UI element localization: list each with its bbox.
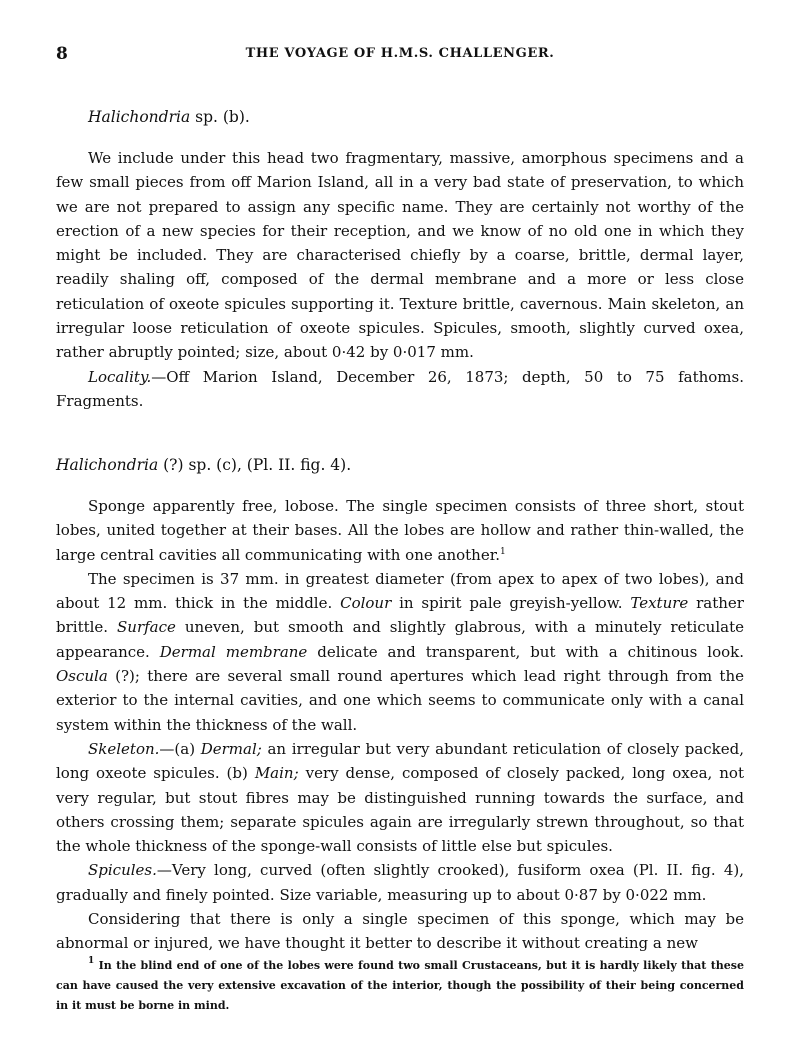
text-run: an irregular but very abundant reticulation of closely packed, long oxeote spicules. (b) [56,739,744,783]
section-heading-b [88,108,250,126]
footnote-reference: 1 [500,546,506,557]
oscula-label: Oscula [56,667,108,686]
section-heading-c [56,456,351,474]
skeleton-label: Skeleton. [88,739,160,758]
texture-label: Texture [630,594,689,613]
description-text: Sponge apparently free, lobose. The single specimen consists of three short, stout lobes, united together at their bases. All the lobes are hollow and rather thin-walled, the large central cavities all communicating with one another. [56,497,744,564]
text-run: uneven, but smooth and slightly glabrous, with a minutely reticulate appearance. [56,618,744,661]
heading-suffix: (?) sp. (c), (Pl. II. fig. 4). [158,456,352,474]
page-header [56,44,744,66]
text-run: —(a) [159,739,201,758]
spicules-label: Spicules. [88,861,157,880]
footnote-text: In the blind end of one of the lobes were found two small Crustaceans, but it is hardly likely that these can have caused the very extensive excavation of the interior, though the possibility of their being concerned in it must be borne in mind. [56,959,744,1012]
surface-label: Surface [117,618,176,637]
genus-name: Halichondria [88,108,191,126]
genus-name: Halichondria [56,456,159,474]
dermal-label: Dermal; [200,739,262,758]
running-title: THE VOYAGE OF H.M.S. CHALLENGER. [245,46,555,61]
description-paragraph [56,494,744,567]
page-number: 8 [56,44,68,64]
heading-suffix: sp. (b). [190,108,250,126]
section-b-paragraph: We include under this head two fragmentary, massive, amorphous specimens and a few small pieces from off Marion Island, all in a very bad state of preservation, to which we are not prepared to assign any specific name. They are certainly not worthy of the erection of a new species for their reception, and we know of no old one in which they might be included. They are characterised chiefly by a coarse, brittle, dermal layer, readily shaling off, composed of the dermal membrane and a more or less close reticulation of oxeote spicules supporting it. Texture brittle, cavernous. Main skeleton, an irregular loose reticulation of oxeote spicules. Spicules, smooth, slightly curved oxea, rather abruptly pointed; size, about 0·42 by 0·017 mm. [56,149,744,362]
section-b-body [56,146,744,413]
skeleton-paragraph [56,737,744,858]
text-run: —Very long, curved (often slightly crooked), fusiform oxea (Pl. II. fig. 4), gradually and finely pointed. Size variable, measuring up to about 0·87 by 0·022 mm. [56,861,744,904]
colour-label: Colour [340,594,392,613]
locality-label: Locality. [88,367,152,386]
text-run: (?); there are several small round apertures which lead right through from the exterior to the internal cavities, and one which seems to communicate only with a canal system within the thickness of the wall. [56,667,744,734]
membrane-label: Dermal membrane [159,642,308,661]
section-c-body [56,494,744,956]
footnote-marker: 1 [88,956,95,966]
text-run: rather brittle. [56,594,744,637]
characters-paragraph [56,567,744,737]
main-label: Main; [254,764,299,783]
footnote-paragraph [56,956,744,1016]
text-run: in spirit pale greyish-yellow. [391,594,631,613]
locality-text: —Off Marion Island, December 26, 1873; depth, 50 to 75 fathoms. Fragments. [56,367,744,410]
text-run: The specimen is 37 mm. in greatest diameter (from apex to apex of two lobes), and about 12 mm. thick in the middle. [56,569,744,613]
locality-paragraph [56,365,744,414]
closing-paragraph: Considering that there is only a single specimen of this sponge, which may be abnormal or injured, we have thought it better to describe it without creating a new [56,910,744,953]
text-run: delicate and transparent, but with a chitinous look. [307,642,745,661]
footnote [56,956,744,1016]
text-run: very dense, composed of closely packed, long oxea, not very regular, but stout fibres may be distinguished running towards the surface, and others crossing them; separate spicules again are irregularly strewn throughout, so that the whole thickness of the sponge-wall consists of little else but spicules. [56,764,744,856]
spicules-paragraph [56,858,744,907]
